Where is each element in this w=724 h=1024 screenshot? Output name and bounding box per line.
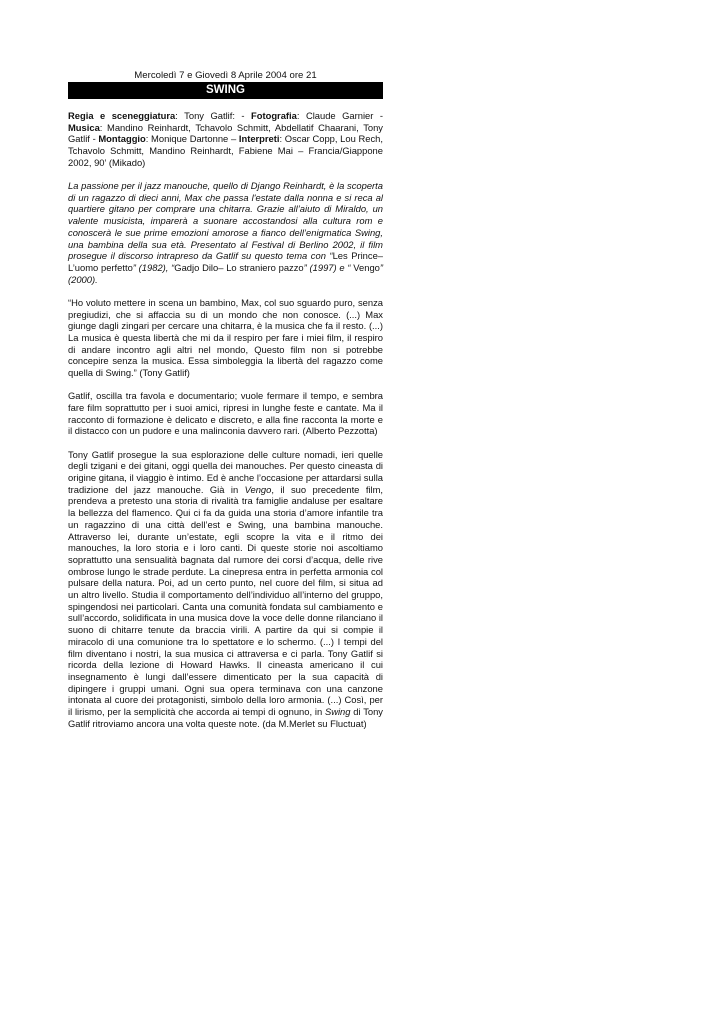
synopsis-text-3: ” (1997) e “ (303, 261, 354, 273)
director-quote-paragraph: “Ho voluto mettere in scena un bambino, Max, col suo sguardo puro, senza pregiudizi, che si affaccia su di un mondo che non conosce. (...) Max giunge dagli zingari per cercare una chitarra, è la musica che fa il resto. (...) La musica è questa libertà che mi da il respiro per fare i miei film, il respiro di andare incontro agli altri nel mondo, Questo film non si potrebbe concepire senza la musica. Essa simboleggia la libertà del ragazzo come quella di Swing.” (Tony Gatlif) (68, 296, 383, 379)
credit-value-montaggio: : Monique Dartonne – (145, 133, 239, 145)
review-merlet-paragraph (68, 449, 383, 730)
credit-label-montaggio: Montaggio (98, 133, 146, 145)
synopsis-text-1: La passione per il jazz manouche, quello di Django Reinhardt, è la scoperta di un ragazzo di dieci anni, Max che passa l'estate dalla nonna e si reca al quartiere gitano per comprare una chitarra. Grazie all’aiuto di Miraldo, un valente musicista, imparerà a suonare accostandosi alla cultura rom e conoscerà le sue prime emozioni amorose a fianco dell’enigmatica Swing, una bambina della sua età. Presentato al Festival di Berlino 2002, il film prosegue il discorso intrapreso da Gatlif su questo tema con “ (68, 180, 383, 262)
review-merlet-italic-swing: Swing (324, 706, 351, 718)
synopsis-text-2: ” (1982), “ (132, 261, 175, 273)
credit-value-fotografia: : Claude Garnier - (296, 110, 383, 121)
film-title-gadjo-dilo: Gadjo Dilo– Lo straniero pazzo (174, 261, 304, 273)
film-title-vengo: Vengo (353, 261, 380, 273)
review-merlet-text-2: , il suo precedente film, prendeva a pretesto una storia di rivalità tra famiglie andaluse per esaltare la bellezza del flamenco. Qui ci fa da guida una storia d’amore infantile tra un ragazzino di una città dell’est e Swing, una bambina manouche. Attraverso lei, durante un’estate, egli scopre la vita e il ritmo dei manouches, la loro storia e i loro canti. Di queste storie noi ascoltiamo soprattutto una sensualità bagnata dal rumore dei corsi d’acqua, delle rive ombrose lungo le strade perdute. La cinepresa entra in perfetta armonia col pulsare della natura. Poi, ad un certo punto, nel cuore del film, si situa ad un altro livello. Studia il comportamento dell’individuo all’interno del gruppo, spingendosi nei particolari. Canta una comunità fondata sul cambiamento e sull’accordo, solidificata in una musica dove la voce delle donne rilanciano il suono di chitarre tenute da braccia virili. A partire da qui si compie il miracolo di una comunione tra lo spettatore e lo schermo. (...) I tempi del film diventano i nostri, la sua musica ci attraversa e ci parla. Tony Gatlif si ricorda della lezione di Howard Hawks. Il cineasta americano il cui insegnamento è lungi dall’essere dimenticato per la sua capacità di dipingere i gruppi umani. Ogni sua opera terminava con una canzone intonata al cuore dei protagonisti, simbolo della loro armonia. (...) Così, per il lirismo, per la semplicità che accorda ai tempi di ognuno, in (68, 483, 383, 718)
screening-date: Mercoledì 7 e Giovedì 8 Aprile 2004 ore 21 (134, 70, 317, 81)
credit-label-fotografia: Fotografia (251, 110, 297, 121)
credit-value-musica: : Mandino Reinhardt, Tchavolo Schmitt, Abdellatif Chaarani, Tony Gatlif - (68, 121, 383, 145)
credit-label-interpreti: Interpreti (238, 133, 280, 145)
article-column (68, 70, 383, 729)
review-merlet-text-1: Tony Gatlif prosegue la sua esplorazione delle culture nomadi, ieri quelle degli tzigani e dei gitani, oggi quella dei manouches. Per questo cineasta di origine gitana, il viaggio è intimo. Ed è anche l’occasione per attardarsi sulla tradizione del jazz manouche. Già in (68, 448, 383, 495)
review-merlet-text-3: di Tony Gatlif ritroviamo ancora una volta queste note. (da M.Merlet su Fluctuat) (68, 706, 383, 729)
credit-value-regia: : Tony Gatlif: - (175, 110, 252, 121)
review-merlet-italic-vengo: Vengo (244, 483, 272, 495)
credit-label-regia: Regia e sceneggiatura (68, 110, 176, 121)
synopsis-text-4: ” (2000). (68, 261, 383, 285)
film-credits (68, 110, 383, 169)
synopsis-paragraph (68, 180, 383, 285)
credit-label-musica: Musica (68, 121, 100, 133)
film-title-bar: SWING (68, 82, 383, 99)
review-pezzotta-paragraph: Gatlif, oscilla tra favola e documentario; vuole fermare il tempo, e sembra fare film soprattutto per i suoi amici, ripresi in lunghe feste e cantate. Ma il racconto di formazione è delicato e discreto, e alla fine racconta la morte e il distacco con un pudore e una malinconia davvero rari. (Alberto Pezzotta) (68, 390, 383, 437)
film-title-les-prince: Les Prince–L’uomo perfetto (68, 250, 383, 273)
credit-value-interpreti: : Oscar Copp, Lou Rech, Tchavolo Schmitt, Mandino Reinhardt, Fabiene Mai – Francia/Giappone 2002, 90’ (Mikado) (68, 133, 383, 168)
